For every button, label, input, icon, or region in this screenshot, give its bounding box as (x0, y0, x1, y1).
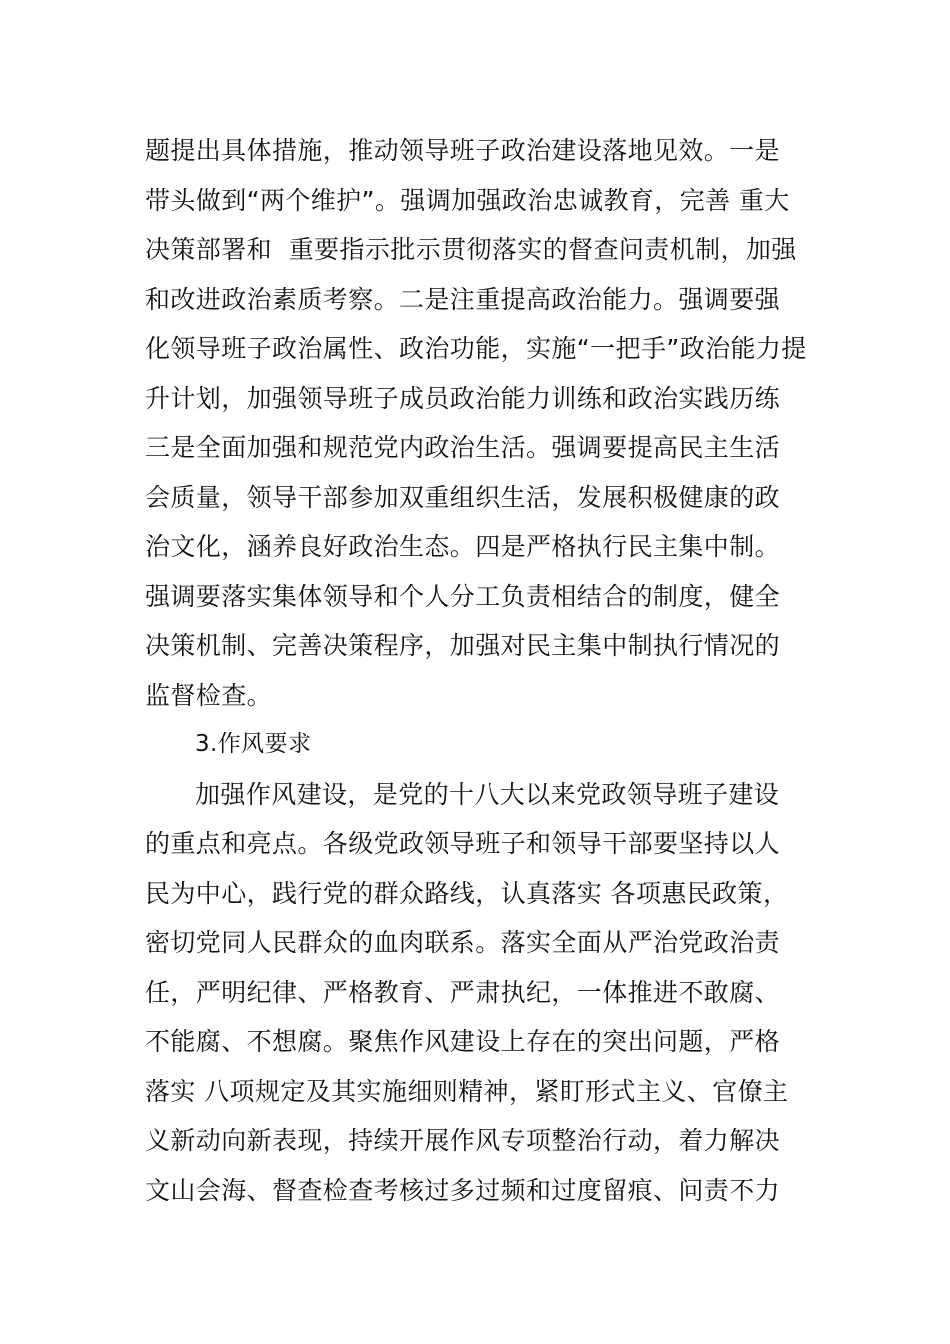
text-line: 升计划，加强领导班子成员政治能力训练和政治实践历练 (145, 383, 781, 413)
text-line: 监督检查。 (145, 680, 273, 710)
section-heading: 3.作风要求 (195, 731, 312, 757)
text-line: 题提出具体措施，推动领导班子政治建设落地见效。一是 (145, 136, 781, 165)
text-line: 和改进政治素质考察。二是注重提高政治能力。强调要强 (145, 284, 781, 314)
text-line: 化领导班子政治属性、政治功能，实施“一把手”政治能力提 (145, 334, 807, 363)
text-line: 强调要落实集体领导和个人分工负责相结合的制度，健全 (145, 581, 781, 611)
document-body (145, 126, 815, 1215)
text-line: 治文化，涵养良好政治生态。四是严格执行民主集中制。 (145, 532, 781, 561)
text-line: 密切党同人民群众的血肉联系。落实全面从严治党政治责 (145, 928, 781, 957)
text-line: 三是全面加强和规范党内政治生活。强调要提高民主生活 (145, 433, 781, 462)
text-line: 的重点和亮点。各级党政领导班子和领导干部要坚持以人 (145, 829, 781, 858)
text-line: 文山会海、督查检查考核过多过频和过度留痕、问责不力 (145, 1175, 781, 1205)
paragraph-first-line: 加强作风建设，是党的十八大以来党政领导班子建设 (195, 779, 780, 809)
text-line: 不能腐、不想腐。聚焦作风建设上存在的突出问题，严格 (145, 1027, 781, 1056)
text-line: 民为中心，践行党的群众路线，认真落实 各项惠民政策， (145, 878, 789, 908)
text-line: 带头做到“两个维护”。强调加强政治忠诚教育，完善 重大 (145, 185, 790, 215)
text-line: 任，严明纪律、严格教育、严肃执纪，一体推进不敢腐、 (145, 977, 781, 1007)
text-line: 决策部署和 重要指示批示贯彻落实的督查问责机制，加强 (145, 235, 797, 264)
text-line: 决策机制、完善决策程序，加强对民主集中制执行情况的 (145, 631, 781, 660)
text-line: 义新动向新表现，持续开展作风专项整治行动，着力解决 (145, 1126, 781, 1155)
text-line: 会质量，领导干部参加双重组织生活，发展积极健康的政 (145, 482, 781, 512)
text-line: 落实 八项规定及其实施细则精神，紧盯形式主义、官僚主 (145, 1076, 789, 1106)
